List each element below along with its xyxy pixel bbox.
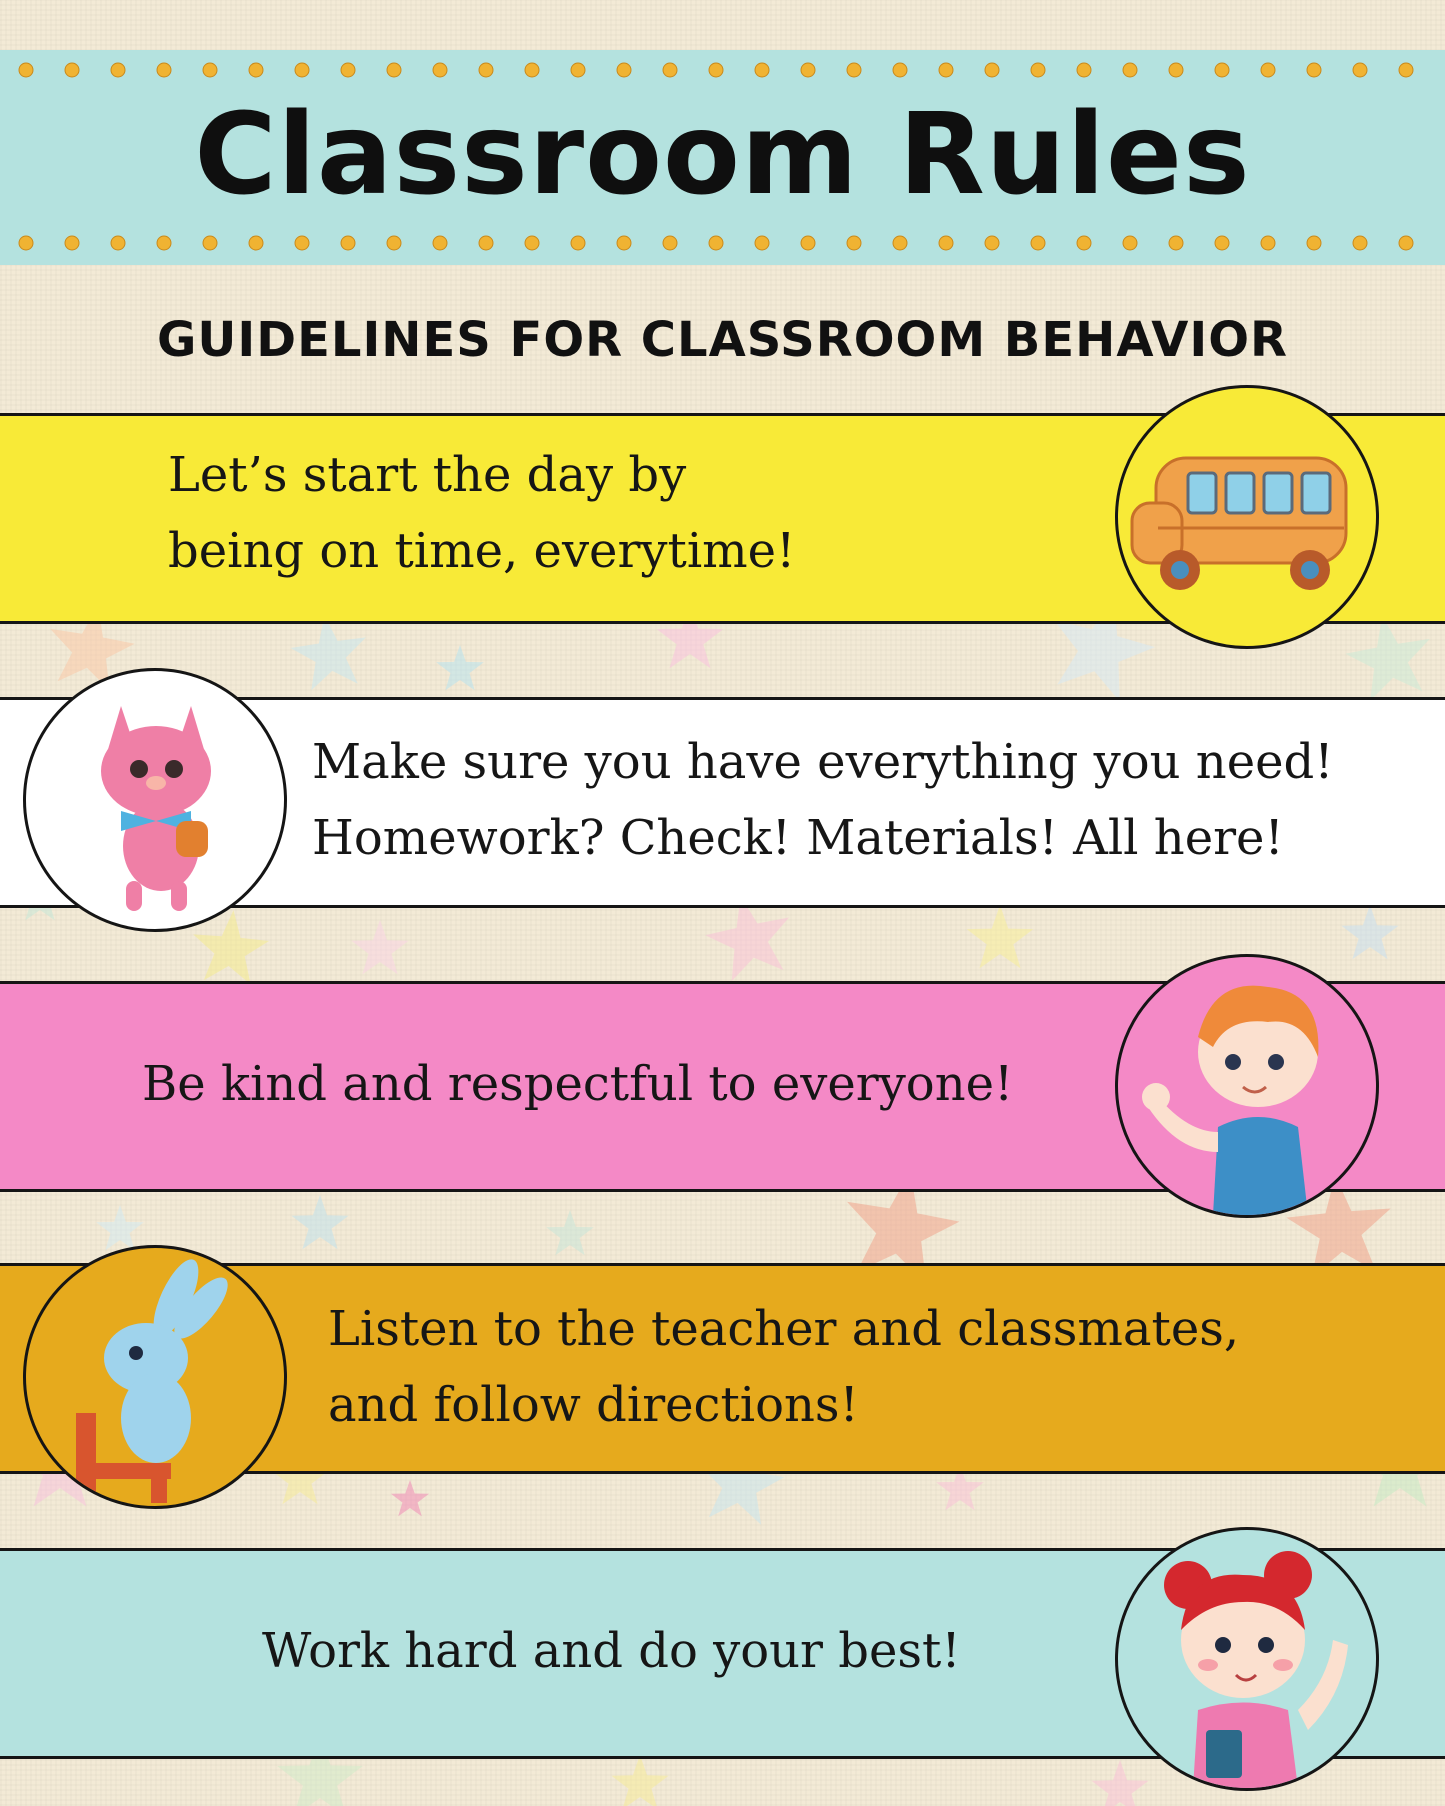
pink-cat-icon <box>26 671 284 929</box>
header-dot <box>111 63 125 77</box>
header-dot <box>1123 236 1137 250</box>
rule-5-line-1: Work hard and do your best! <box>262 1623 961 1679</box>
rule-3-text <box>142 1046 1013 1122</box>
header-dot <box>387 63 401 77</box>
header-dot <box>663 236 677 250</box>
rule-4-text <box>328 1291 1239 1443</box>
rule-2-illustration <box>23 668 287 932</box>
waving-girl-icon <box>1118 1530 1376 1788</box>
header-dot <box>755 63 769 77</box>
header-dot <box>893 63 907 77</box>
header-dot <box>203 236 217 250</box>
header-dot <box>1077 63 1091 77</box>
header-dot <box>847 63 861 77</box>
header-dot <box>249 63 263 77</box>
waving-boy-icon <box>1118 957 1376 1215</box>
header-dot <box>1031 236 1045 250</box>
header-dot <box>19 63 33 77</box>
header-dot <box>19 236 33 250</box>
header-dot <box>939 63 953 77</box>
header-dot <box>525 63 539 77</box>
header-dot <box>433 63 447 77</box>
header-dot <box>65 63 79 77</box>
header-dot <box>341 63 355 77</box>
header-dot <box>525 236 539 250</box>
rule-2-line-2: Homework? Check! Materials! All here! <box>312 810 1284 866</box>
header-dot <box>617 236 631 250</box>
header-dot <box>157 236 171 250</box>
page-subtitle: GUIDELINES FOR CLASSROOM BEHAVIOR <box>156 312 1289 368</box>
header-dot <box>1169 236 1183 250</box>
header-dot <box>1215 63 1229 77</box>
header-dot <box>65 236 79 250</box>
header-dot <box>1123 63 1137 77</box>
header-dot <box>341 236 355 250</box>
header-dot <box>1169 63 1183 77</box>
header-dot <box>709 236 723 250</box>
header-dot <box>203 63 217 77</box>
header-dot <box>157 63 171 77</box>
header-dot <box>939 236 953 250</box>
header-dot <box>1353 236 1367 250</box>
header-dot <box>387 236 401 250</box>
header-dot <box>893 236 907 250</box>
header-dot <box>755 236 769 250</box>
header-dot <box>801 63 815 77</box>
rule-3-line-1: Be kind and respectful to everyone! <box>142 1056 1014 1112</box>
header-dot <box>111 236 125 250</box>
header-dot <box>985 63 999 77</box>
rule-4-line-1: Listen to the teacher and classmates, <box>328 1301 1240 1357</box>
rule-3-illustration <box>1115 954 1379 1218</box>
header-dot <box>479 63 493 77</box>
rule-5-illustration <box>1115 1527 1379 1791</box>
header-dot <box>1307 63 1321 77</box>
header-dot <box>295 63 309 77</box>
header-dot <box>1077 236 1091 250</box>
rule-2-text <box>312 724 1334 876</box>
rule-4-line-2: and follow directions! <box>328 1377 859 1433</box>
header-dot <box>847 236 861 250</box>
header-dot <box>295 236 309 250</box>
header-dot <box>1261 63 1275 77</box>
header-dot <box>1399 63 1413 77</box>
header-dot <box>663 63 677 77</box>
header-dot <box>1215 236 1229 250</box>
rule-1-line-1: Let’s start the day by <box>168 447 687 503</box>
rule-2-line-1: Make sure you have everything you need! <box>312 734 1334 790</box>
rule-1-text <box>168 437 795 589</box>
rule-1-illustration <box>1115 385 1379 649</box>
school-bus-icon <box>1118 388 1376 646</box>
header-dot <box>617 63 631 77</box>
rule-1-line-2: being on time, everytime! <box>168 523 796 579</box>
rule-4-illustration <box>23 1245 287 1509</box>
header-dot <box>1261 236 1275 250</box>
bunny-chair-icon <box>26 1248 284 1506</box>
header-dot <box>1031 63 1045 77</box>
rule-5-text <box>262 1613 961 1689</box>
header-dot <box>985 236 999 250</box>
header-dot <box>571 236 585 250</box>
header-dot <box>1353 63 1367 77</box>
header-dot <box>571 63 585 77</box>
dot-border-top <box>0 60 1445 80</box>
header-banner <box>0 50 1445 265</box>
header-dot <box>1399 236 1413 250</box>
header-dot <box>433 236 447 250</box>
header-dot <box>479 236 493 250</box>
header-dot <box>709 63 723 77</box>
header-dot <box>801 236 815 250</box>
dot-border-bottom <box>0 233 1445 253</box>
header-dot <box>249 236 263 250</box>
page-title: Classroom Rules <box>194 90 1251 220</box>
header-dot <box>1307 236 1321 250</box>
